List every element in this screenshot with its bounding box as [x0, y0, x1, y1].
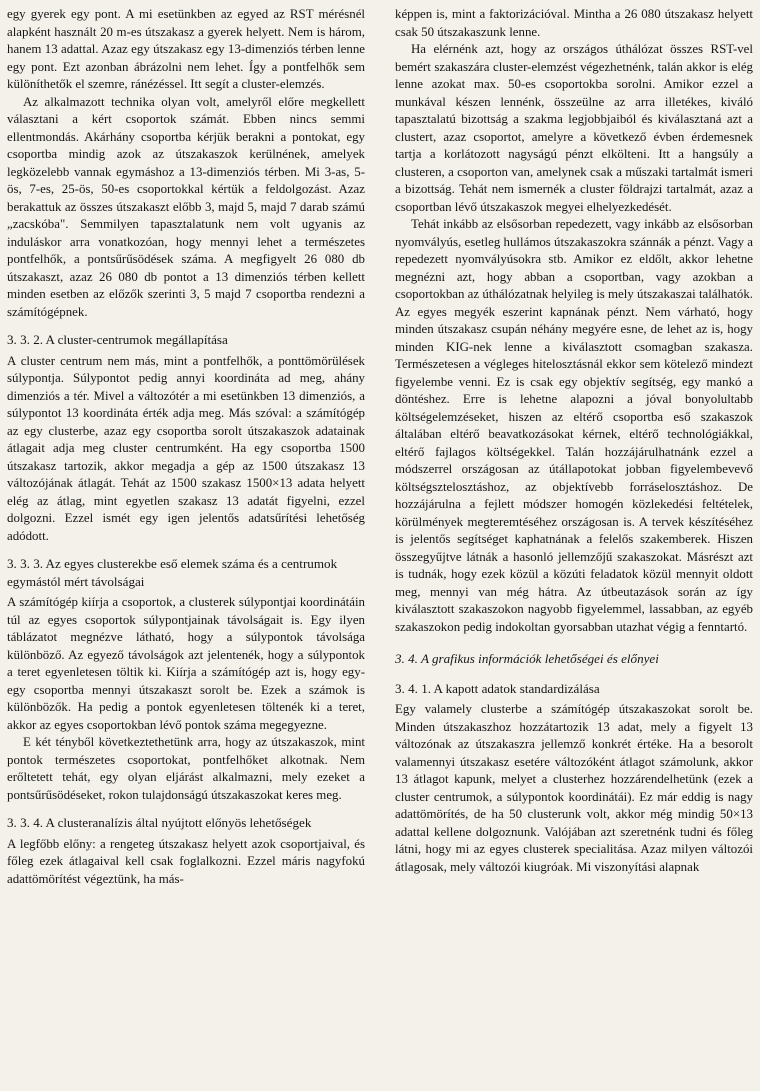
paragraph: egy gyerek egy pont. A mi esetünkben az egyed az RST mérésnél alapként használt 20 m-es útszakasz a gyerek helyett. Nem is három, hanem 13 adattal. Azaz egy útszakasz egy 13-dimenziós térben lenne egy pont. Ezt azonban ábrázolni nem lehet. Így a pontfelhők sem különíthetők el szemre, ránézéssel. Itt segít a cluster-elemzés. [7, 7, 365, 91]
paragraph: A cluster centrum nem más, mint a pontfelhők, a ponttömörülések súlypontja. Súlypontot pedig annyi koordináta ad meg, ahány dimenziós a tér. Mivel a változótér a mi esetünkben 13 dimenziós, a súlypontot 13 koordináta érték adja meg. Más szóval: a számítógép az egy clusterbe, azaz egy csoportba sorolt útszakaszok adatainak átlagait adja meg cluster centrumként. Ha egy csoportba 1500 útszakasz tartozik, akkor megadja a gép az 1500 útszakasz 13 változójának átlagát. Tehát az 1500 szakasz 1500×13 adata helyett elég az átlag, mint egyetlen szakasz 13 adatát figyelni, ezzel dolgozni. Ezzel ismét egy igen jelentős adatsűrítési lehetőség adódott. [7, 353, 365, 543]
paragraph: képpen is, mint a faktorizációval. Mintha a 26 080 útszakasz helyett csak 50 útszakaszunk lenne. [395, 7, 753, 39]
section-heading-3-4-1: 3. 4. 1. A kapott adatok standardizálása [395, 680, 600, 696]
left-column [7, 6, 365, 1091]
paragraph: Egy valamely clusterbe a számítógép útszakaszokat sorolt be. Minden útszakaszhoz hozzátartozik 13 adat, mely a figyelt 13 változónak az útszakaszra jellemző konkrét értéke. Ha a besorolt valamennyi útszakasz esetére változóként átlagot számolunk, akkor 13 átlagot kapunk, melyet a clusterhez hozzárendelhetünk (ezek a cluster centrumok, a súlypontok koordinátái). Ez már eddig is nagy adattömörítés, de ha 50 clusterunk volt, akkor még mindig 50×13 adattal kellene dolgoznunk. Valójában azt szeretnénk tudni és főleg látni, hogy mi az egyes clusterek specialitása. Azaz milyen változói átlagosak, mely változói kiugróak. Mi viszonyítási alapnak [395, 702, 753, 874]
section-heading-3-3-3: 3. 3. 3. Az egyes clusterekbe eső elemek száma és a centrumok egymástól mért távolságai [7, 556, 338, 589]
paragraph: E két tényből következtethetünk arra, hogy az útszakaszok, mint pontok természetes csoportokat, pontfelhőket alkotnak. Nem erőltetett tehát, egy olyan eljárást alkalmazni, mely ezeket a pontsűrűsödéseket, rokon tulajdonságú útszakaszokat keres meg. [7, 735, 365, 802]
paragraph: Tehát inkább az elsősorban repedezett, vagy inkább az elsősorban nyomvályús, esetleg hullámos útszakaszokra szánnák a pénzt. Vagy a repedezett nyomvályúsokra stb. Amikor ez eldőlt, akkor lehetne megnézni azt, hogy abban a csoportban, vagy azokban a csoportokban az úthálózatnak helyileg is mely útszakaszai találhatók. Az egyes megyék eszerint kapnának pénzt. Nem várható, hogy minden útszakasz csupán néhány megyére esne, de lehet az is, hogy minden KIG-nek lenne a kiválasztott csomagban szakasza. Természetesen a végleges hitelosztásnál ekkor sem kötelező mindezt figyelembe venni. Ez is csak egy objektív segítség, egy mankó a döntéshez. Erre is lehetne alapozni a jóval bonyolultabb költségelemzéseket, hiszen az eltérő csoportba eső szakaszok általában eltérő beavatkozásokat kérnek, eltérő technológiákkal, eltérő fajlagos költségekkel. Talán hozzájárulhatnánk ezzel a módszerrel országosan az útállapotokat jobban figyelembevevő költségsztelosztáshoz, az objektívebb forráselosztáshoz. De hozzájárulna a fejlett módszer homogén közlekedési feltételek, körülmények megteremtéséhez országosan is. A tervek készítéséhez is jelentős segítséget kaphatnának a felelős szakemberek. Hiszen összegyűjtve látnák a hasonló jellemzőjű szakaszokat. Másrészt azt is tudnák, hogy ezek közül a közúti feladatok közül mennyit oldott meg, mennyi van még hátra. Az útbeutazások során az így kiválasztott szakaszokon nagyobb figyelemmel, lassabban, az egyéb szakaszokon pedig indokoltan gyorsabban utazhat végig a fenntartó. [395, 217, 753, 634]
right-column [395, 6, 753, 1091]
paragraph: A legfőbb előny: a rengeteg útszakasz helyett azok csoportjaival, és főleg ezek átlagaival kell csak foglalkozni. Ezzel máris nagyfokú adattömörítést végeztünk, ha más- [7, 836, 365, 886]
paragraph: Ha elérnénk azt, hogy az országos úthálózat összes RST-vel bemért szakaszára cluster-elemzést végezhetnénk, talán akkor is elég lenne azokat max. 50-es csoportokba sorolni. Amikor ezzel a munkával készen lennénk, összeülne az arra illetékes, kiváló tapasztalatú bizottság a szakma legjobbjaiból és kiválasztaná azt a clustert, azaz csoportot, amelyre a következő évben érdemesnek tartja a korlátozott nagyságú pénzt elkölteni. Itt a hangsúly a clusteren, a csoporton van, amelynek csak a műszaki tartalmát ismeri a bizottság. Tehát nem ismernék a cluster földrajzi tartalmát, azaz a csoportban lévő útszakaszok megyei elhelyezkedését. [395, 42, 753, 214]
section-heading-3-4: 3. 4. A grafikus információk lehetőségei és előnyei [395, 651, 659, 666]
paragraph: Az alkalmazott technika olyan volt, amelyről előre megkellett választani a kért csoportok számát. Ebben nincs semmi ellentmondás. Akárhány csoportba kérjük berakni a pontokat, egy csoportba mindig azok az útszakaszok kerülnének, amelyek legközelebb vannak egymáshoz a 13-dimenziós térben. Mi 3-as, 5-ös, 7-es, 25-ös, 50-es csoportokkal kértük a feldolgozást. Azaz berakattuk az összes útszakaszt előbb 3, majd 5, majd 7 darab számú „zacskóba". Semmilyen tapasztalatunk nem volt ugyanis az induláskor arra vonatkozóan, hogy mennyi lehet a természetes pontfelhők, a pontsűrűsödések száma. A megfigyelt 26 080 db útszakaszt, azaz 26 080 db pontot a 13 dimenziós térben kellett minden esetben az előzők szerinti 3, 5 majd 7 csoportba rendezni a számítógépnek. [7, 94, 365, 319]
paragraph: A számítógép kiírja a csoportok, a clusterek súlypontjai koordinátáin túl az egyes csoportok súlypontjainak távolságait is. Egy ilyen táblázatot megnézve látható, hogy a súlypontok távolsága különböző. Az egyező távolságok azt jelentenék, hogy a súlypontok a teret egyenletesen töltik ki. Kiírja a számítógép azt is, hogy egy-egy csoportba mennyi útszakaszt sorolt be. Ezek a számok is különbözők. Ha pedig a pontok egyenletesen töltenék ki a teret, akkor az egyes csoportokban lévő pontok száma megegyezne. [7, 595, 365, 732]
section-heading-3-3-2: 3. 3. 2. A cluster-centrumok megállapítása [7, 332, 228, 347]
section-heading-3-3-4: 3. 3. 4. A clusteranalízis által nyújtott előnyös lehetőségek [7, 815, 312, 830]
